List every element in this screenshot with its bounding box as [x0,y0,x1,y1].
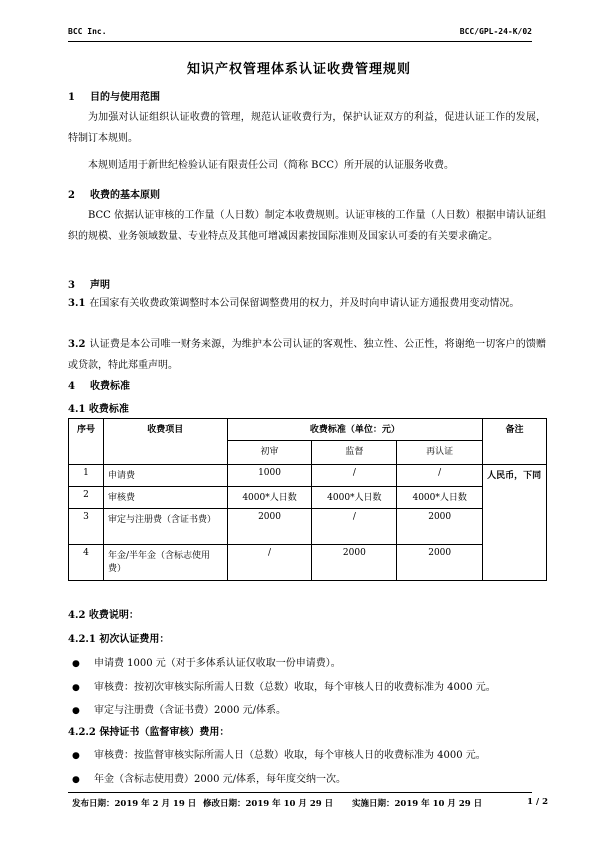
list-item [72,654,546,669]
section-3-heading [68,276,110,291]
row-recert: / [397,465,483,487]
row-supervision: 2000 [312,545,397,581]
list-item [72,678,546,693]
subsection-4-2-heading [68,606,139,621]
section-2-heading [68,186,160,201]
section-2-number: 2 [68,190,75,201]
footer-effective-date: 实施日期：2019 年 10 月 29 日 [352,799,483,809]
row-initial: / [227,545,312,581]
bullet-icon: ● [72,659,80,669]
clause-3-1-text: 在国家有关收费政策调整时本公司保留调整费用的权力，并及时向申请认证方通报费用变动情况。 [89,298,520,309]
section-4-title: 收费标准 [90,381,130,392]
subsection-4-1-number: 4.1 [68,404,86,415]
section-3-title: 声明 [90,280,110,291]
bullet-icon: ● [72,706,80,716]
row-no: 1 [69,465,104,487]
row-supervision: 4000*人日数 [312,487,397,509]
list-item [72,770,546,785]
row-supervision: / [312,465,397,487]
row-no: 2 [69,487,104,509]
subsection-4-2-1-heading: 4.2.1 初次认证费用： [68,634,170,645]
row-no: 4 [69,545,104,581]
clause-3-1 [68,293,546,314]
bullet-icon: ● [72,683,80,693]
subsection-4-1-title: 收费标准 [88,404,129,415]
header-rule [68,41,532,42]
section-4-heading [68,377,130,392]
section-1-number: 1 [68,92,75,103]
footer-rule [68,792,532,793]
list-item-text: 申请费 1000 元（对于多体系认证仅收取一份申请费）。 [94,658,341,669]
row-supervision: / [312,509,397,545]
table-row [69,465,547,487]
fee-table [68,418,547,581]
row-initial: 4000*人日数 [227,487,312,509]
row-recert: 4000*人日数 [397,487,483,509]
section-2-paragraph-1: BCC 依据认证审核的工作量（人日数）制定本收费规则。认证审核的工作量（人日数）根据申请认证组织的规模、业务领域数量、专业特点及其他可增减因素按国际准则及国家认可委的有关要求确定。 [68,210,546,242]
subsection-4-2-title: 收费说明： [88,610,139,621]
table-row [69,509,547,545]
table-row [69,545,547,581]
row-item: 审定与注册费（含证书费） [103,509,227,545]
row-note: 人民币，下同 [483,465,547,581]
header-initial: 初审 [227,441,312,465]
section-1-paragraph-1: 为加强对认证组织认证收费的管理，规范认证收费行为，保护认证双方的利益，促进认证工作的发展，特制订本规则。 [68,112,546,144]
row-item: 审核费 [103,487,227,509]
subsection-4-1-heading [68,400,129,415]
header-item: 收费项目 [103,419,227,465]
row-recert: 2000 [397,545,483,581]
section-3-number: 3 [68,280,75,291]
row-recert: 2000 [397,509,483,545]
header-no: 序号 [69,419,104,465]
row-initial: 2000 [227,509,312,545]
header-recert: 再认证 [397,441,483,465]
row-item: 年金/半年金（含标志使用费） [103,545,227,581]
clause-3-2-number: 3.2 [68,339,86,350]
list-item [72,701,546,716]
header-supervision: 监督 [312,441,397,465]
section-2-title: 收费的基本原则 [90,190,160,201]
footer-issue-date: 发布日期：2019 年 2 月 19 日 [72,799,197,809]
footer-revision-date: 修改日期：2019 年 10 月 29 日 [203,799,334,809]
clause-3-2 [68,334,546,376]
table-row [69,487,547,509]
section-1-paragraph-2: 本规则适用于新世纪检验认证有限责任公司（简称 BCC）所开展的认证服务收费。 [88,160,455,171]
header-note: 备注 [483,419,547,465]
header-standard: 收费标准（单位：元） [227,419,482,441]
list-item-text: 审核费：按初次审核实际所需人日数（总数）收取，每个审核人日的收费标准为 4000 元。 [94,682,496,693]
header-doc-code: BCC/GPL-24-K/02 [459,27,532,36]
footer-page-number: 1 / 2 [527,797,548,807]
section-4-number: 4 [68,381,75,392]
header-company: BCC Inc. [68,27,107,36]
subsection-4-2-2-heading: 4.2.2 保持证书（监督审核）费用： [68,727,230,738]
section-1-heading [68,88,160,103]
bullet-icon: ● [72,775,80,785]
row-initial: 1000 [227,465,312,487]
list-item-text: 审核费：按监督审核实际所需人日（总数）收取，每个审核人日的收费标准为 4000 元。 [94,750,486,761]
section-1-title: 目的与使用范围 [90,92,160,103]
list-item-text: 审定与注册费（含证书费）2000 元/体系。 [94,705,286,716]
clause-3-2-text: 认证费是本公司唯一财务来源，为维护本公司认证的客观性、独立性、公正性，将谢绝一切客户的馈赠或贷款，特此郑重声明。 [68,339,546,371]
clause-3-1-number: 3.1 [68,298,86,309]
bullet-icon: ● [72,751,80,761]
row-no: 3 [69,509,104,545]
page-title: 知识产权管理体系认证收费管理规则 [186,62,411,77]
subsection-4-2-number: 4.2 [68,610,86,621]
row-item: 申请费 [103,465,227,487]
list-item-text: 年金（含标志使用费）2000 元/体系，每年度交纳一次。 [94,774,346,785]
list-item [72,746,546,761]
